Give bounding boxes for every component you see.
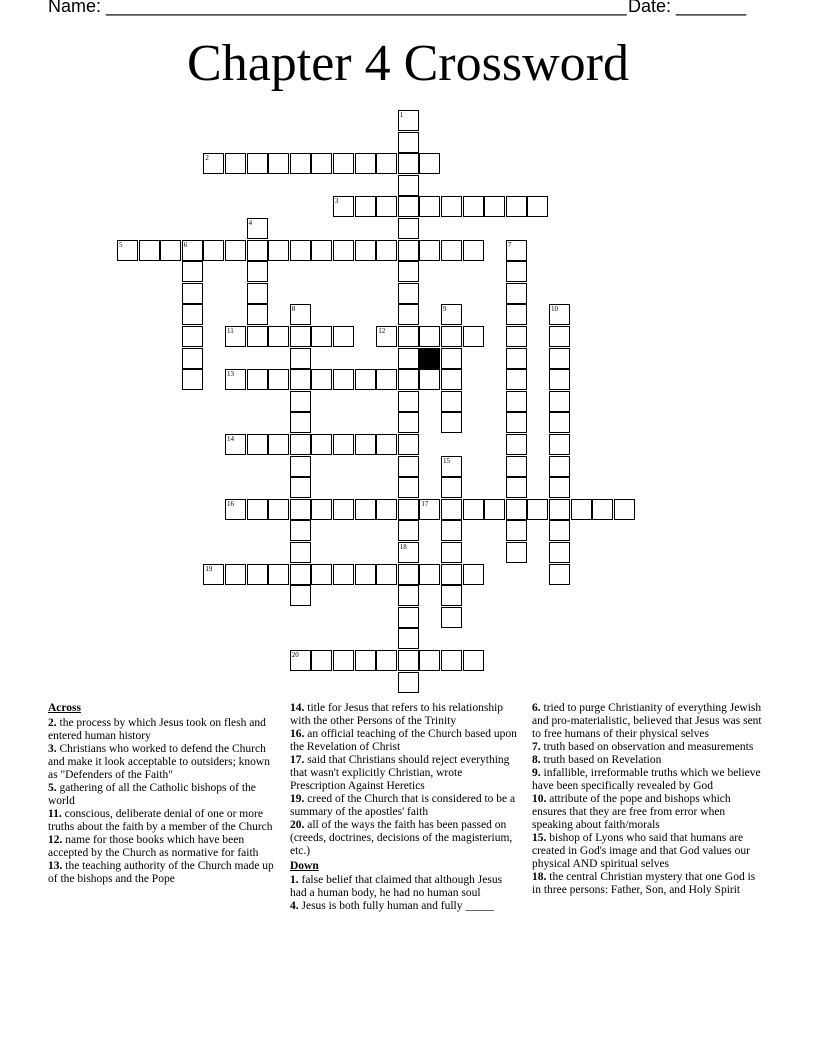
- clue-text: Jesus is both fully human and fully _____: [298, 900, 495, 912]
- clue-item: [48, 782, 278, 808]
- clue-number: 8.: [532, 754, 541, 766]
- clue-item: [48, 743, 278, 782]
- grid-cell[interactable]: [441, 564, 462, 585]
- grid-cell[interactable]: [311, 326, 332, 347]
- grid-cell[interactable]: [290, 348, 311, 369]
- grid-cell[interactable]: [355, 153, 376, 174]
- grid-cell[interactable]: [441, 369, 462, 390]
- grid-cell[interactable]: [506, 304, 527, 325]
- clue-text: creed of the Church that is considered to be a summary of the apostles' faith: [290, 793, 516, 818]
- clue-text: an official teaching of the Church based upon the Revelation of Christ: [290, 728, 517, 753]
- across-heading: Across: [48, 702, 82, 714]
- clue-number: 2.: [48, 717, 57, 729]
- grid-cell[interactable]: [506, 499, 527, 520]
- clue-number-13: 13: [227, 370, 234, 379]
- grid-cell[interactable]: [549, 412, 570, 433]
- grid-cell[interactable]: [398, 520, 419, 541]
- grid-cell[interactable]: [441, 240, 462, 261]
- grid-cell[interactable]: [441, 607, 462, 628]
- grid-cell[interactable]: [333, 153, 354, 174]
- clue-number: 7.: [532, 741, 541, 753]
- clue-item: [532, 702, 764, 741]
- grid-cell[interactable]: [419, 196, 440, 217]
- clue-number-12: 12: [378, 327, 386, 335]
- grid-cell[interactable]: [290, 412, 311, 433]
- grid-cell[interactable]: [398, 672, 419, 693]
- grid-cell[interactable]: [182, 304, 203, 325]
- grid-cell[interactable]: [247, 261, 268, 282]
- grid-cell[interactable]: [268, 240, 289, 261]
- grid-cell[interactable]: [290, 542, 311, 563]
- grid-cell[interactable]: [376, 650, 397, 671]
- clue-text: gathering of all the Catholic bishops of the world: [48, 782, 256, 807]
- grid-cell[interactable]: [463, 196, 484, 217]
- grid-cell[interactable]: [290, 369, 311, 390]
- grid-cell[interactable]: [463, 326, 484, 347]
- grid-cell[interactable]: [398, 304, 419, 325]
- grid-cell[interactable]: [441, 650, 462, 671]
- clue-text: said that Christians should reject everything that wasn't explicitly Christian, wrote Prescription Against Heretics: [290, 754, 510, 792]
- grid-cell[interactable]: [506, 520, 527, 541]
- grid-cell[interactable]: [441, 542, 462, 563]
- grid-cell[interactable]: [592, 499, 613, 520]
- grid-cell[interactable]: [376, 434, 397, 455]
- clue-item: [532, 754, 764, 767]
- grid-cell[interactable]: [355, 650, 376, 671]
- grid-cell[interactable]: [225, 564, 246, 585]
- grid-cell[interactable]: [268, 369, 289, 390]
- clue-number: 15.: [532, 832, 547, 844]
- clue-text: the central Christian mystery that one God is in three persons: Father, Son, and Holy Spirit: [532, 871, 756, 896]
- clue-column-2: [290, 702, 520, 913]
- grid-cell[interactable]: [398, 348, 419, 369]
- clue-number-15: 15: [443, 456, 450, 465]
- grid-cell[interactable]: [247, 326, 268, 347]
- grid-cell[interactable]: [355, 564, 376, 585]
- grid-cell[interactable]: [484, 499, 505, 520]
- grid-cell[interactable]: [441, 585, 462, 606]
- grid-cell[interactable]: [290, 391, 311, 412]
- grid-cell[interactable]: [506, 326, 527, 347]
- clue-text: false belief that claimed that although Jesus had a human body, he had no human soul: [290, 874, 503, 899]
- grid-cell[interactable]: [311, 434, 332, 455]
- grid-cell[interactable]: [182, 326, 203, 347]
- grid-cell[interactable]: [463, 240, 484, 261]
- clue-number-16: 16: [227, 499, 234, 508]
- clue-number: 14.: [290, 702, 305, 714]
- clue-item: [290, 900, 520, 913]
- grid-cell[interactable]: [290, 153, 311, 174]
- grid-cell[interactable]: [506, 369, 527, 390]
- grid-cell[interactable]: [290, 564, 311, 585]
- grid-cell[interactable]: [549, 391, 570, 412]
- grid-cell[interactable]: [506, 542, 527, 563]
- grid-cell[interactable]: [376, 153, 397, 174]
- grid-cell[interactable]: [484, 196, 505, 217]
- grid-cell[interactable]: [203, 240, 224, 261]
- clue-number: 13.: [48, 860, 63, 872]
- grid-cell[interactable]: [290, 326, 311, 347]
- clue-item: [48, 717, 278, 743]
- grid-cell[interactable]: [290, 520, 311, 541]
- grid-cell[interactable]: [549, 477, 570, 498]
- clue-item: [48, 834, 278, 860]
- grid-cell[interactable]: [506, 261, 527, 282]
- clue-text: title for Jesus that refers to his relationship with the other Persons of the Trinity: [290, 702, 504, 727]
- grid-cell[interactable]: [441, 391, 462, 412]
- clue-number-2: 2: [205, 154, 209, 163]
- clue-number: 17.: [290, 754, 305, 766]
- grid-cell[interactable]: [333, 564, 354, 585]
- clue-number: 20.: [290, 819, 305, 831]
- grid-cell[interactable]: [355, 369, 376, 390]
- page-title: Chapter 4 Crossword: [187, 35, 629, 92]
- clue-text: the process by which Jesus took on flesh and entered human history: [48, 717, 266, 742]
- clue-text: conscious, deliberate denial of one or more truths about the faith by a member of the Church: [48, 808, 273, 833]
- grid-cell[interactable]: [506, 477, 527, 498]
- grid-cell[interactable]: [571, 499, 592, 520]
- clue-number: 1.: [290, 874, 299, 886]
- clue-item: [48, 808, 278, 834]
- grid-cell[interactable]: [376, 564, 397, 585]
- grid-cell[interactable]: [333, 326, 354, 347]
- grid-cell[interactable]: [398, 261, 419, 282]
- grid-cell[interactable]: [441, 520, 462, 541]
- clue-number-5: 5: [119, 240, 123, 249]
- clue-number: 3.: [48, 743, 57, 755]
- grid-cell[interactable]: [290, 434, 311, 455]
- grid-cell[interactable]: [398, 369, 419, 390]
- clue-number-14: 14: [227, 435, 234, 443]
- clue-number: 5.: [48, 782, 57, 794]
- grid-cell[interactable]: [311, 240, 332, 261]
- date-field[interactable]: Date: _______: [628, 0, 747, 16]
- down-heading: Down: [290, 860, 319, 872]
- clue-number-7: 7: [507, 240, 512, 249]
- grid-cell[interactable]: [549, 456, 570, 477]
- clue-number-18: 18: [399, 543, 407, 551]
- grid-cell[interactable]: [419, 369, 440, 390]
- grid-cell[interactable]: [311, 564, 332, 585]
- clue-number: 6.: [532, 702, 541, 714]
- grid-cell[interactable]: [398, 218, 419, 239]
- grid-cell[interactable]: [355, 196, 376, 217]
- grid-cell[interactable]: [182, 261, 203, 282]
- clue-number-4: 4: [248, 219, 253, 227]
- grid-cell[interactable]: [247, 240, 268, 261]
- clue-item: [532, 793, 764, 832]
- grid-cell[interactable]: [506, 456, 527, 477]
- clue-number-9: 9: [443, 305, 447, 314]
- grid-cell[interactable]: [398, 132, 419, 153]
- grid-cell[interactable]: [268, 499, 289, 520]
- clue-item: [290, 819, 520, 858]
- clue-text: infallible, irreformable truths which we believe have been specifically revealed by God: [532, 767, 761, 792]
- grid-cell[interactable]: [527, 196, 548, 217]
- grid-cell[interactable]: [247, 369, 268, 390]
- grid-cell[interactable]: [506, 412, 527, 433]
- grid-cell[interactable]: [225, 240, 246, 261]
- grid-cell[interactable]: [268, 564, 289, 585]
- grid-cell[interactable]: [398, 456, 419, 477]
- clue-text: bishop of Lyons who said that humans are created in God's image and that God values our physical AND spiritual selves: [532, 832, 750, 870]
- clue-text: Christians who worked to defend the Church and make it look acceptable to outsiders; known as "Defenders of the Faith": [48, 743, 270, 781]
- clue-number-17: 17: [421, 499, 429, 508]
- grid-cell[interactable]: [268, 434, 289, 455]
- clue-number-6: 6: [183, 240, 188, 249]
- grid-cell[interactable]: [527, 499, 548, 520]
- clue-column-3: [532, 702, 764, 897]
- grid-cell[interactable]: [441, 348, 462, 369]
- grid-cell[interactable]: [398, 196, 419, 217]
- grid-cell[interactable]: [549, 499, 570, 520]
- clue-number: 18.: [532, 871, 547, 883]
- clue-text: truth based on observation and measurements: [540, 741, 754, 753]
- grid-cell[interactable]: [549, 542, 570, 563]
- grid-cell[interactable]: [419, 240, 440, 261]
- clue-number-11: 11: [227, 327, 234, 335]
- grid-cell[interactable]: [333, 369, 354, 390]
- clue-item: [290, 754, 520, 793]
- grid-cell[interactable]: [182, 283, 203, 304]
- clue-item: [290, 728, 520, 754]
- grid-cell[interactable]: [247, 283, 268, 304]
- grid-cell[interactable]: [139, 240, 160, 261]
- grid-cell[interactable]: [441, 412, 462, 433]
- clue-number: 9.: [532, 767, 541, 779]
- grid-cell[interactable]: [333, 434, 354, 455]
- grid-cell[interactable]: [160, 240, 181, 261]
- grid-cell[interactable]: [549, 369, 570, 390]
- grid-cell[interactable]: [549, 564, 570, 585]
- clue-text: truth based on Revelation: [540, 754, 662, 766]
- grid-cell[interactable]: [290, 499, 311, 520]
- grid-cell[interactable]: [419, 650, 440, 671]
- grid-cell[interactable]: [290, 585, 311, 606]
- grid-cell[interactable]: [549, 348, 570, 369]
- grid-cell[interactable]: [355, 240, 376, 261]
- clue-number: 16.: [290, 728, 305, 740]
- grid-cell[interactable]: [398, 650, 419, 671]
- clue-item: [290, 874, 520, 900]
- grid-cell[interactable]: [549, 434, 570, 455]
- grid-cell[interactable]: [614, 499, 635, 520]
- grid-cell[interactable]: [441, 499, 462, 520]
- clue-item: [532, 767, 764, 793]
- clue-item: [290, 793, 520, 819]
- grid-cell[interactable]: [290, 477, 311, 498]
- grid-cell[interactable]: [333, 650, 354, 671]
- clue-text: all of the ways the faith has been passed on (creeds, doctrines, decisions of the magisterium, etc.): [290, 819, 513, 857]
- grid-cell[interactable]: [441, 196, 462, 217]
- grid-cell[interactable]: [376, 499, 397, 520]
- clue-column-1: [48, 702, 278, 886]
- grid-cell[interactable]: [225, 153, 246, 174]
- black-square: [419, 348, 440, 369]
- clue-number-19: 19: [205, 564, 213, 573]
- grid-cell[interactable]: [376, 240, 397, 261]
- grid-cell[interactable]: [506, 283, 527, 304]
- clue-text: tried to purge Christianity of everything Jewish and pro-materialistic, believed that Jesus was sent to free humans of their physical selves: [532, 702, 762, 740]
- grid-cell[interactable]: [506, 348, 527, 369]
- clue-number: 4.: [290, 900, 299, 912]
- grid-cell[interactable]: [441, 326, 462, 347]
- grid-cell[interactable]: [355, 499, 376, 520]
- grid-cell[interactable]: [247, 564, 268, 585]
- grid-cell[interactable]: [398, 326, 419, 347]
- clue-text: name for those books which have been accepted by the Church as normative for faith: [48, 834, 259, 859]
- grid-cell[interactable]: [247, 434, 268, 455]
- clue-text: the teaching authority of the Church made up of the bishops and the Pope: [48, 860, 274, 885]
- grid-cell[interactable]: [398, 477, 419, 498]
- clue-item: [290, 702, 520, 728]
- grid-cell[interactable]: [290, 240, 311, 261]
- grid-cell[interactable]: [398, 607, 419, 628]
- grid-cell[interactable]: [398, 628, 419, 649]
- grid-cell[interactable]: [311, 499, 332, 520]
- grid-cell[interactable]: [441, 477, 462, 498]
- clue-text: attribute of the pope and bishops which ensures that they are free from error when speaking about faith/morals: [532, 793, 731, 831]
- name-field[interactable]: Name: ____________________________________________________: [48, 0, 627, 16]
- clue-number-8: 8: [291, 305, 296, 314]
- grid-cell[interactable]: [268, 326, 289, 347]
- clue-number: 10.: [532, 793, 547, 805]
- clue-number: 11.: [48, 808, 62, 820]
- grid-cell[interactable]: [398, 412, 419, 433]
- grid-cell[interactable]: [376, 196, 397, 217]
- grid-cell[interactable]: [463, 499, 484, 520]
- clue-item: [532, 741, 764, 754]
- grid-cell[interactable]: [311, 369, 332, 390]
- grid-cell[interactable]: [268, 153, 289, 174]
- grid-cell[interactable]: [506, 391, 527, 412]
- grid-cell[interactable]: [398, 283, 419, 304]
- grid-cell[interactable]: [463, 564, 484, 585]
- clue-item: [48, 860, 278, 886]
- grid-cell[interactable]: [398, 564, 419, 585]
- grid-cell[interactable]: [376, 369, 397, 390]
- grid-cell[interactable]: [398, 391, 419, 412]
- clue-item: [532, 832, 764, 871]
- clue-number-20: 20: [291, 651, 299, 659]
- grid-cell[interactable]: [419, 153, 440, 174]
- grid-cell[interactable]: [333, 499, 354, 520]
- clue-item: [532, 871, 764, 897]
- grid-cell[interactable]: [311, 153, 332, 174]
- clue-number-3: 3: [335, 197, 339, 206]
- grid-cell[interactable]: [419, 326, 440, 347]
- grid-cell[interactable]: [247, 153, 268, 174]
- grid-cell[interactable]: [311, 650, 332, 671]
- grid-cell[interactable]: [182, 348, 203, 369]
- grid-cell[interactable]: [398, 585, 419, 606]
- grid-cell[interactable]: [463, 650, 484, 671]
- grid-cell[interactable]: [506, 434, 527, 455]
- grid-cell[interactable]: [398, 240, 419, 261]
- grid-cell[interactable]: [549, 520, 570, 541]
- grid-cell[interactable]: [419, 564, 440, 585]
- clue-number-10: 10: [551, 305, 558, 314]
- clue-number: 19.: [290, 793, 305, 805]
- grid-cell[interactable]: [182, 369, 203, 390]
- grid-cell[interactable]: [398, 434, 419, 455]
- grid-cell[interactable]: [398, 175, 419, 196]
- grid-cell[interactable]: [355, 434, 376, 455]
- grid-cell[interactable]: [398, 499, 419, 520]
- grid-cell[interactable]: [333, 240, 354, 261]
- clue-number-1: 1: [399, 111, 404, 119]
- grid-cell[interactable]: [549, 326, 570, 347]
- grid-cell[interactable]: [290, 456, 311, 477]
- grid-cell[interactable]: [398, 153, 419, 174]
- grid-cell[interactable]: [247, 499, 268, 520]
- grid-cell[interactable]: [506, 196, 527, 217]
- clue-number: 12.: [48, 834, 63, 846]
- grid-cell[interactable]: [247, 304, 268, 325]
